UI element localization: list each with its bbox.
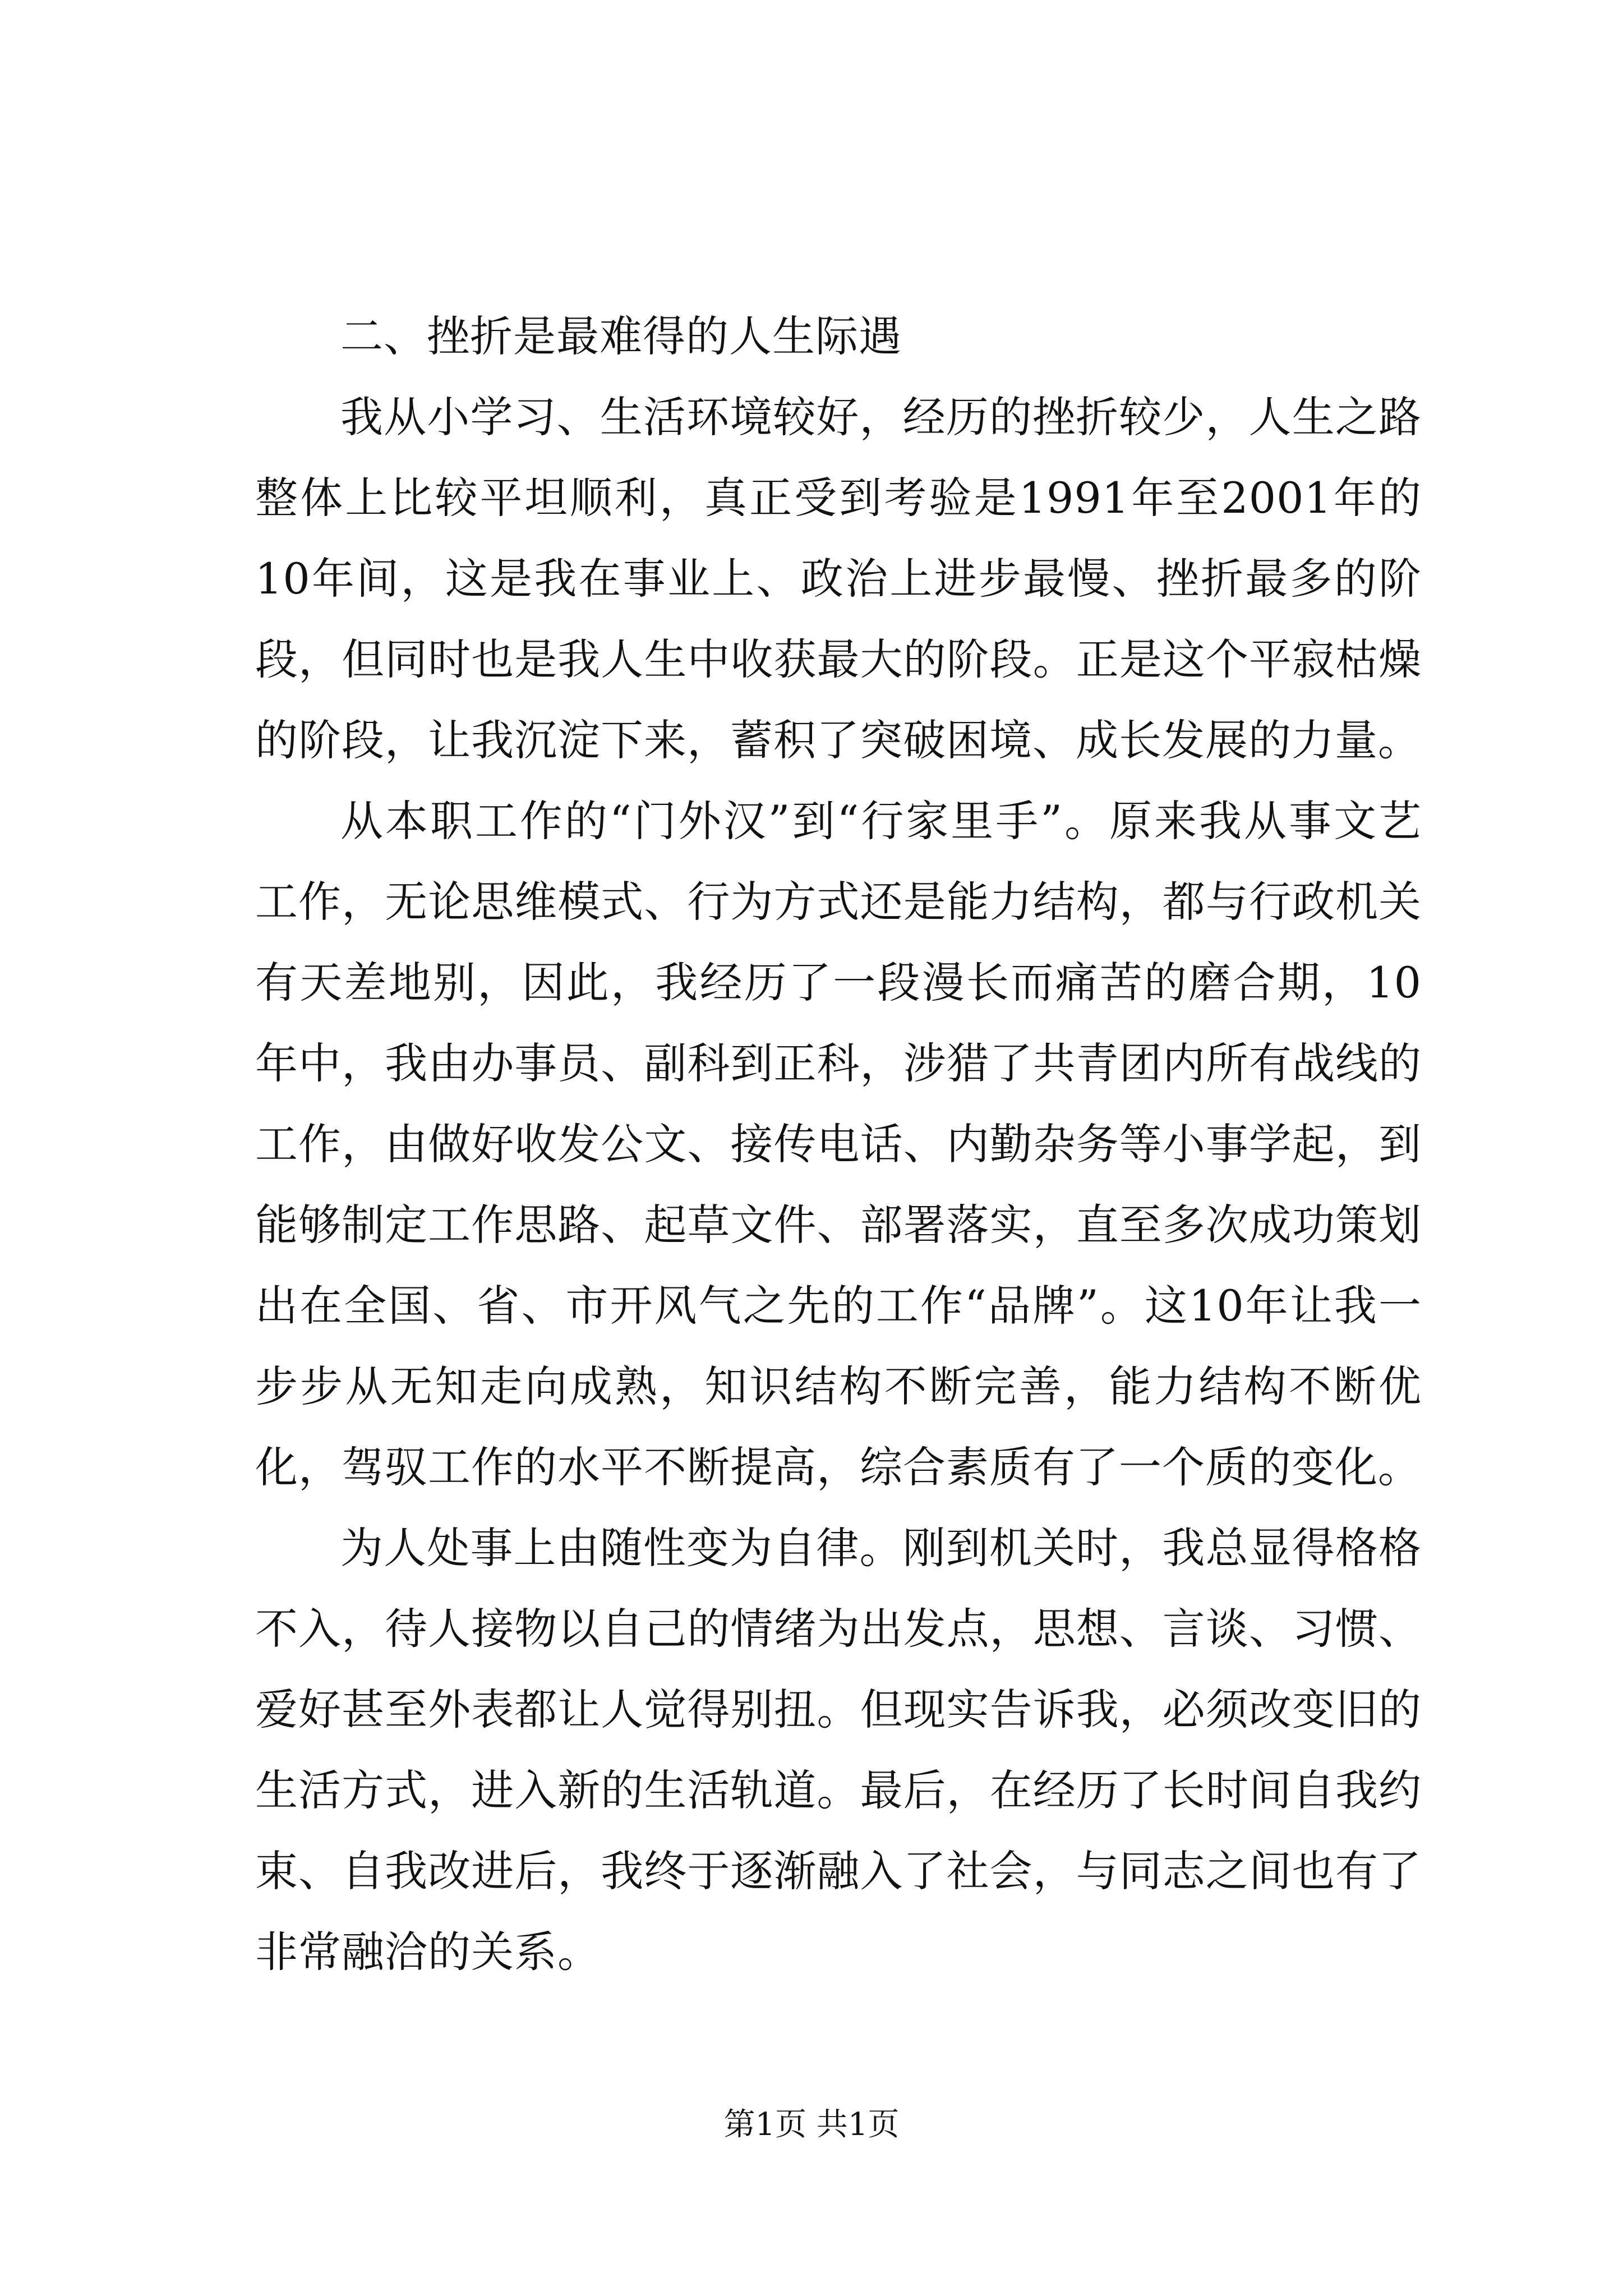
document-body <box>255 296 1422 1993</box>
paragraph-3: 为人处事上由随性变为自律。刚到机关时，我总显得格格不入，待人接物以自己的情绪为出发点，思想、言谈、习惯、爱好甚至外表都让人觉得别扭。但现实告诉我，必须改变旧的生活方式，进入新的生活轨道。最后，在经历了长时间自我约束、自我改进后，我终于逐渐融入了社会，与同志之间也有了非常融洽的关系。 <box>255 1523 1422 1977</box>
paragraph-1: 我从小学习、生活环境较好，经历的挫折较少，人生之路整体上比较平坦顺利，真正受到考验是1991年至2001年的10年间，这是我在事业上、政治上进步最慢、挫折最多的阶段，但同时也是我人生中收获最大的阶段。正是这个平寂枯燥的阶段，让我沉淀下来，蓄积了突破困境、成长发展的力量。 <box>255 392 1422 765</box>
page-number-footer: 第1页 共1页 <box>723 2106 900 2143</box>
section-heading: 二、挫折是最难得的人生际遇 <box>340 311 902 361</box>
paragraph-2: 从本职工作的“门外汉”到“行家里手”。原来我从事文艺工作，无论思维模式、行为方式还是能力结构，都与行政机关有天差地别，因此，我经历了一段漫长而痛苦的磨合期，10年中，我由办事员、副科到正科，涉猎了共青团内所有战线的工作，由做好收发公文、接传电话、内勤杂务等小事学起，到能够制定工作思路、起草文件、部署落实，直至多次成功策划出在全国、省、市开风气之先的工作“品牌”。这10年让我一步步从无知走向成熟，知识结构不断完善，能力结构不断优化，驾驭工作的水平不断提高，综合素质有了一个质的变化。 <box>255 796 1422 1492</box>
